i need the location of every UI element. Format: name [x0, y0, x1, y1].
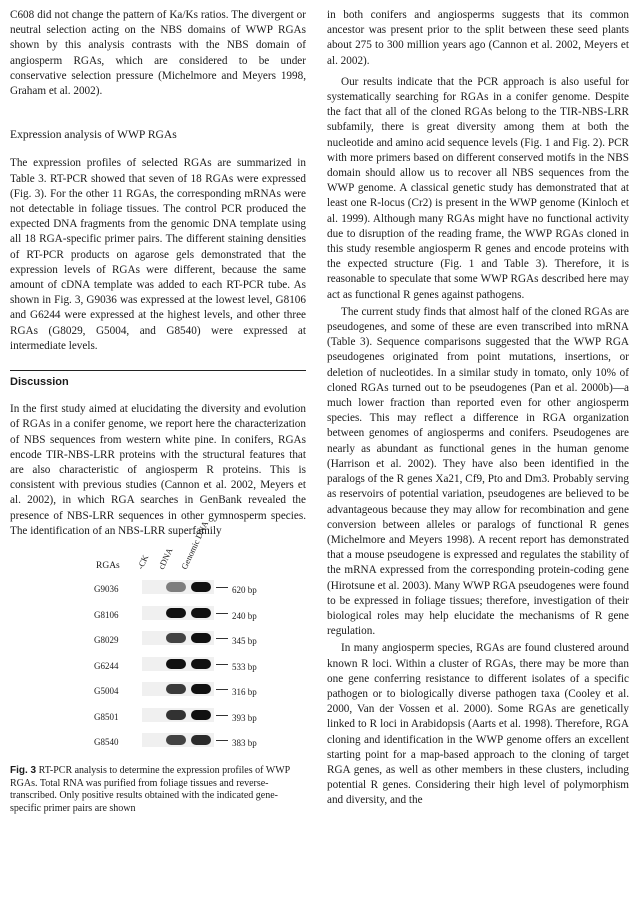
section-rule	[10, 370, 306, 371]
column-label-ck: -CK	[135, 553, 151, 571]
gel-band-cdna	[166, 582, 186, 592]
figure-caption-label: Fig. 3	[10, 765, 37, 777]
gel-bp-label: 383 bp	[232, 738, 257, 749]
gel-row-label: G9036	[94, 584, 119, 595]
gel-bp-label: 533 bp	[232, 661, 257, 672]
figure-caption	[10, 765, 306, 815]
gel-band-gdna	[191, 659, 211, 669]
gel-band-gdna	[191, 710, 211, 720]
gel-bp-label: 393 bp	[232, 712, 257, 723]
gel-band-gdna	[191, 608, 211, 618]
gel-band-cdna	[166, 608, 186, 618]
gel-bp-label: 345 bp	[232, 636, 257, 647]
gel-band-cdna	[166, 659, 186, 669]
paragraph-clusters: In many angiosperm species, RGAs are found clustered around known R loci. Within a cluster of RGAs, there may be more than one gene conferring resistance to different isolates of a specific pathogen or to biologically diverse pathogen taxa (Cooley et al. 2000, Van der Vossen et al. 2000). Some RGAs are genetically linked to R loci in Arabidopsis (Aarts et al. 1998). Therefore, RGA cloning and identification in the WWP genome offers an excellent starting point for a map-based approach to the cloning of target RGA genes, as well as other members in these clusters, including potential R genes. Considering their high level of polymorphism and diversity, and the	[327, 642, 629, 807]
gel-row-label: G8106	[94, 609, 119, 620]
figure-gel	[10, 519, 306, 765]
paragraph-discussion: In the first study aimed at elucidating the diversity and evolution of RGAs in a conifer genome, we report here the characterization of NBS sequences from western white pine. In conifers, RGAs encode TIR-NBS-LRR proteins with the structural features that are also characteristic of angiosperm R proteins. This is consistent with previous studies (Cannon et al. 2002, Meyers et al. 2002), in which RGA searches in GenBank revealed the presence of NBS-LRR sequences in other gymnosperm species. The identification of an NBS-LRR superfamily	[10, 403, 306, 537]
paragraph-pseudogenes: The current study finds that almost half of the cloned RGAs are pseudogenes, and some of these are even transcribed into mRNA (Table 3). Sequence comparisons suggested that the WWP RGA pseudogenes originated from point mutations, insertions, or deletion of nucleotides. In a similar study in tomato, only 10% of cloned RGAs turned out to be pseudogenes (Pan et al. 2000b)—a much lower fraction than reported even for other angiosperm species. This may reflect a difference in RGA organization between genomes of angiosperms and conifers. Pseudogenes are nearly as abundant as functional genes in the human genome (Harrison et al. 2002). They have also been identified in the paralogs of the R genes Xa21, Cf9, Pto and Dm3. Probably serving as reservoirs of potential variation, pseudogenes are believed to be advantageous because they may allow for recombination and gene conversion between alleles or paralogs of functional R genes (Michelmore and Meyers 1998). A recent report has demonstrated that a mouse pseudogene is expressed and regulates the stability of the mRNA expressed from the corresponding protein-coding gene (Hirotsune et al. 2003). Many WWP RGA pseudogenes were found to be expressed in foliage tissues; therefore, investigation of their biological roles may help elucidate the mechanisms of R gene regulation.	[327, 305, 629, 638]
gel-band-cdna	[166, 633, 186, 643]
gel-row-label: G5004	[94, 686, 119, 697]
gel-band-gdna	[191, 735, 211, 745]
gel-bp-label: 316 bp	[232, 687, 257, 698]
right-column	[327, 8, 629, 809]
gel-marker-line	[216, 715, 228, 716]
gel-bp-label: 620 bp	[232, 585, 257, 596]
gel-band-gdna	[191, 684, 211, 694]
gel-marker-line	[216, 638, 228, 639]
gel-bp-label: 240 bp	[232, 610, 257, 621]
gel-row-label: G8029	[94, 635, 119, 646]
column-label-genomic: Genomic DNA	[179, 519, 211, 571]
gel-marker-line	[216, 689, 228, 690]
section-heading-expression: Expression analysis of WWP RGAs	[10, 128, 177, 142]
figure-header-rgas: RGAs	[96, 561, 120, 572]
gel-band-gdna	[191, 633, 211, 643]
gel-band-cdna	[166, 735, 186, 745]
gel-row-label: G8501	[94, 711, 119, 722]
figure-caption-text: RT-PCR analysis to determine the expression profiles of WWP RGAs. Total RNA was purified from foliage tissues and reverse-transcribed. Only positive results obtained with the indicated gene-specific primer pairs are shown	[10, 765, 290, 814]
gel-band-gdna	[191, 582, 211, 592]
gel-band-cdna	[166, 684, 186, 694]
gel-band-cdna	[166, 710, 186, 720]
paragraph-kaks: C608 did not change the pattern of Ka/Ks ratios. The divergent or neutral selection acting on the NBS domains of WWP RGAs shown by this analysis contrasts with the NBS domain of angiosperm RGAs, which are considered to be under conservative selection pressure (Michelmore and Meyers 1998, Graham et al. 2002).	[10, 9, 306, 98]
paragraph-expression: The expression profiles of selected RGAs are summarized in Table 3. RT-PCR showed that seven of 18 RGAs were expressed (Fig. 3). For the other 11 RGAs, the corresponding mRNAs were not detectable in foliage tissues. The control PCR produced the expected DNA fragments from the genomic DNA template using all 18 RGA-specific primer pairs. The different staining densities of RT-PCR products on agarose gels demonstrated that the expression levels of RGAs were different, because the same amount of cDNA template was added to each RT-PCR tube. As shown in Fig. 3, G9036 was expressed at the lowest level, G8106 and G6244 were expressed at the highest levels, and other three RGAs (G8029, G5004, and G8540) were expressed at intermediate levels.	[10, 157, 306, 352]
gel-row-label: G8540	[94, 737, 119, 748]
paragraph-common-ancestor: in both conifers and angiosperms suggests that its common ancestor was present prior to the split between these seed plants about 275 to 300 million years ago (Cannon et al. 2002, Meyers et al. 2002).	[327, 9, 629, 67]
gel-marker-line	[216, 587, 228, 588]
column-label-cdna: cDNA	[156, 546, 175, 571]
paragraph-pcr-approach: Our results indicate that the PCR approach is also useful for systematically searching for RGAs in a conifer genome. Despite the fact that all of the cloned RGAs belong to the TIR-NBS-LRR subfamily, there is great diversity among them at both the nucleotide and amino acid sequence levels (Fig. 1 and Fig. 2). PCR with more primers based on different conserved motifs in the NBS domain should allow us to recover all NBS sequences from the WWP genome. A classical genetic study has demonstrated that at least one R-locus (Cr2) is present in the WWP genome (Kinloch et al. 1999). Although many RGAs might have no functional activity due to disruption of the reading frame, the WWP RGAs cloned in this study resemble angiosperm R genes and encode proteins with the expected structure (Fig. 1 and Table 3). Therefore, it is reasonable to speculate that some WWP RGAs described here may act as functional R genes against pathogens.	[327, 75, 629, 301]
gel-row-label: G6244	[94, 660, 119, 671]
section-heading-discussion: Discussion	[10, 376, 69, 389]
gel-marker-line	[216, 740, 228, 741]
gel-marker-line	[216, 664, 228, 665]
left-column	[10, 8, 306, 815]
gel-marker-line	[216, 613, 228, 614]
